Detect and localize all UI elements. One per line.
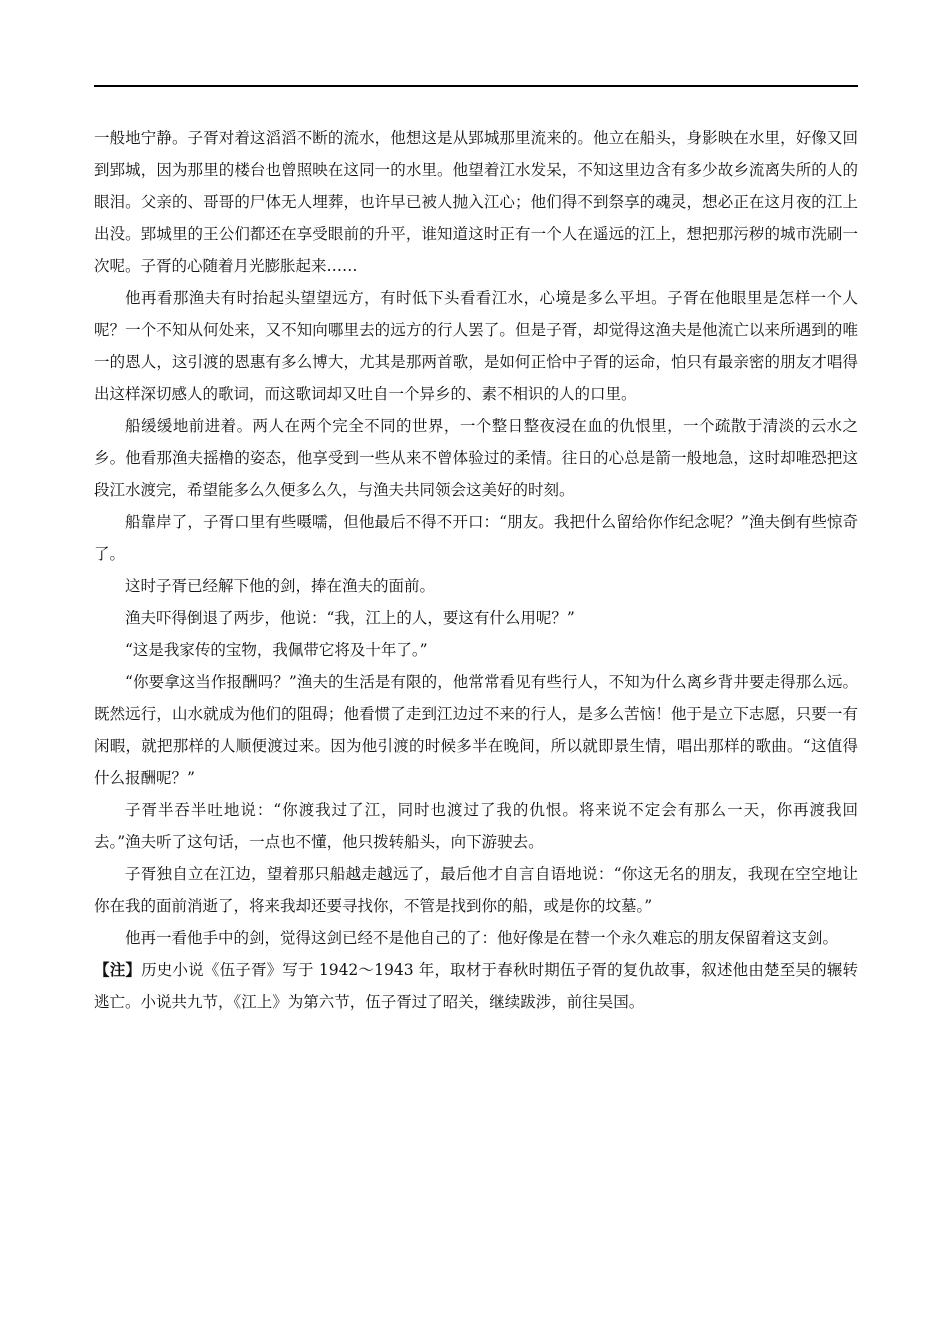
footnote	[94, 954, 858, 1018]
paragraph: 渔夫吓得倒退了两步，他说：“我，江上的人，要这有什么用呢？”	[125, 609, 575, 627]
paragraph: 一般地宁静。子胥对着这滔滔不断的流水，他想这是从郢城那里流来的。他立在船头，身影映在水里，好像又回到郢城，因为那里的楼台也曾照映在这同一的水里。他望着江水发呆，不知这里边含有多少故乡流离失所的人的眼泪。父亲的、哥哥的尸体无人埋葬，也许早已被人抛入江心；他们得不到祭享的魂灵，想必正在这月夜的江上出没。郢城里的王公们都还在享受眼前的升平，谁知道这时正有一个人在遥远的江上，想把那污秽的城市洗刷一次呢。子胥的心随着月光膨胀起来……	[94, 129, 858, 275]
paragraph: “这是我家传的宝物，我佩带它将及十年了。”	[125, 641, 428, 659]
paragraph: 他再看那渔夫有时抬起头望望远方，有时低下头看看江水，心境是多么平坦。子胥在他眼里是怎样一个人呢？一个不知从何处来，又不知向哪里去的远方的行人罢了。但是子胥，却觉得这渔夫是他流亡以来所遇到的唯一的恩人，这引渡的恩惠有多么博大，尤其是那两首歌，是如何正恰中子胥的运命，怕只有最亲密的朋友才唱得出这样深切感人的歌词，而这歌词却又吐自一个异乡的、素不相识的人的口里。	[94, 289, 858, 403]
paragraph: 子胥独自立在江边，望着那只船越走越远了，最后他才自言自语地说：“你这无名的朋友，我现在空空地让你在我的面前消逝了，将来我却还要寻找你，不管是找到你的船，或是你的坟墓。”	[94, 865, 858, 915]
paragraph: 子胥半吞半吐地说：“你渡我过了江，同时也渡过了我的仇恨。将来说不定会有那么一天，你再渡我回去。”渔夫听了这句话，一点也不懂，他只拨转船头，向下游驶去。	[94, 801, 858, 851]
footnote-tag: 【注】	[94, 960, 142, 979]
header-rule	[94, 85, 858, 87]
paragraph: 船靠岸了，子胥口里有些嗫嚅，但他最后不得不开口：“朋友。我把什么留给你作纪念呢？”渔夫倒有些惊奇了。	[94, 513, 858, 563]
paragraph: “你要拿这当作报酬吗？”渔夫的生活是有限的，他常常看见有些行人，不知为什么离乡背井要走得那么远。既然远行，山水就成为他们的阻碍；他看惯了走到江边过不来的行人，是多么苦恼！他于是立下志愿，只要一有闲暇，就把那样的人顺便渡过来。因为他引渡的时候多半在晚间，所以就即景生情，唱出那样的歌曲。“这值得什么报酬呢？”	[94, 673, 858, 787]
paragraph: 这时子胥已经解下他的剑，捧在渔夫的面前。	[125, 577, 436, 595]
paragraph: 船缓缓地前进着。两人在两个完全不同的世界，一个整日整夜浸在血的仇恨里，一个疏散于清淡的云水之乡。他看那渔夫摇橹的姿态，他享受到一些从来不曾体验过的柔情。往日的心总是箭一般地急，这时却唯恐把这段江水渡完，希望能多么久便多么久，与渔夫共同领会这美好的时刻。	[94, 417, 858, 499]
footnote-text: 历史小说《伍子胥》写于 1942～1943 年，取材于春秋时期伍子胥的复仇故事，叙述他由楚至吴的辗转逃亡。小说共九节，《江上》为第六节，伍子胥过了昭关，继续跋涉，前往吴国。	[94, 961, 858, 1011]
story-text	[94, 122, 858, 1018]
paragraph: 他再一看他手中的剑，觉得这剑已经不是他自己的了：他好像是在替一个永久难忘的朋友保留着这支剑。	[125, 929, 839, 947]
